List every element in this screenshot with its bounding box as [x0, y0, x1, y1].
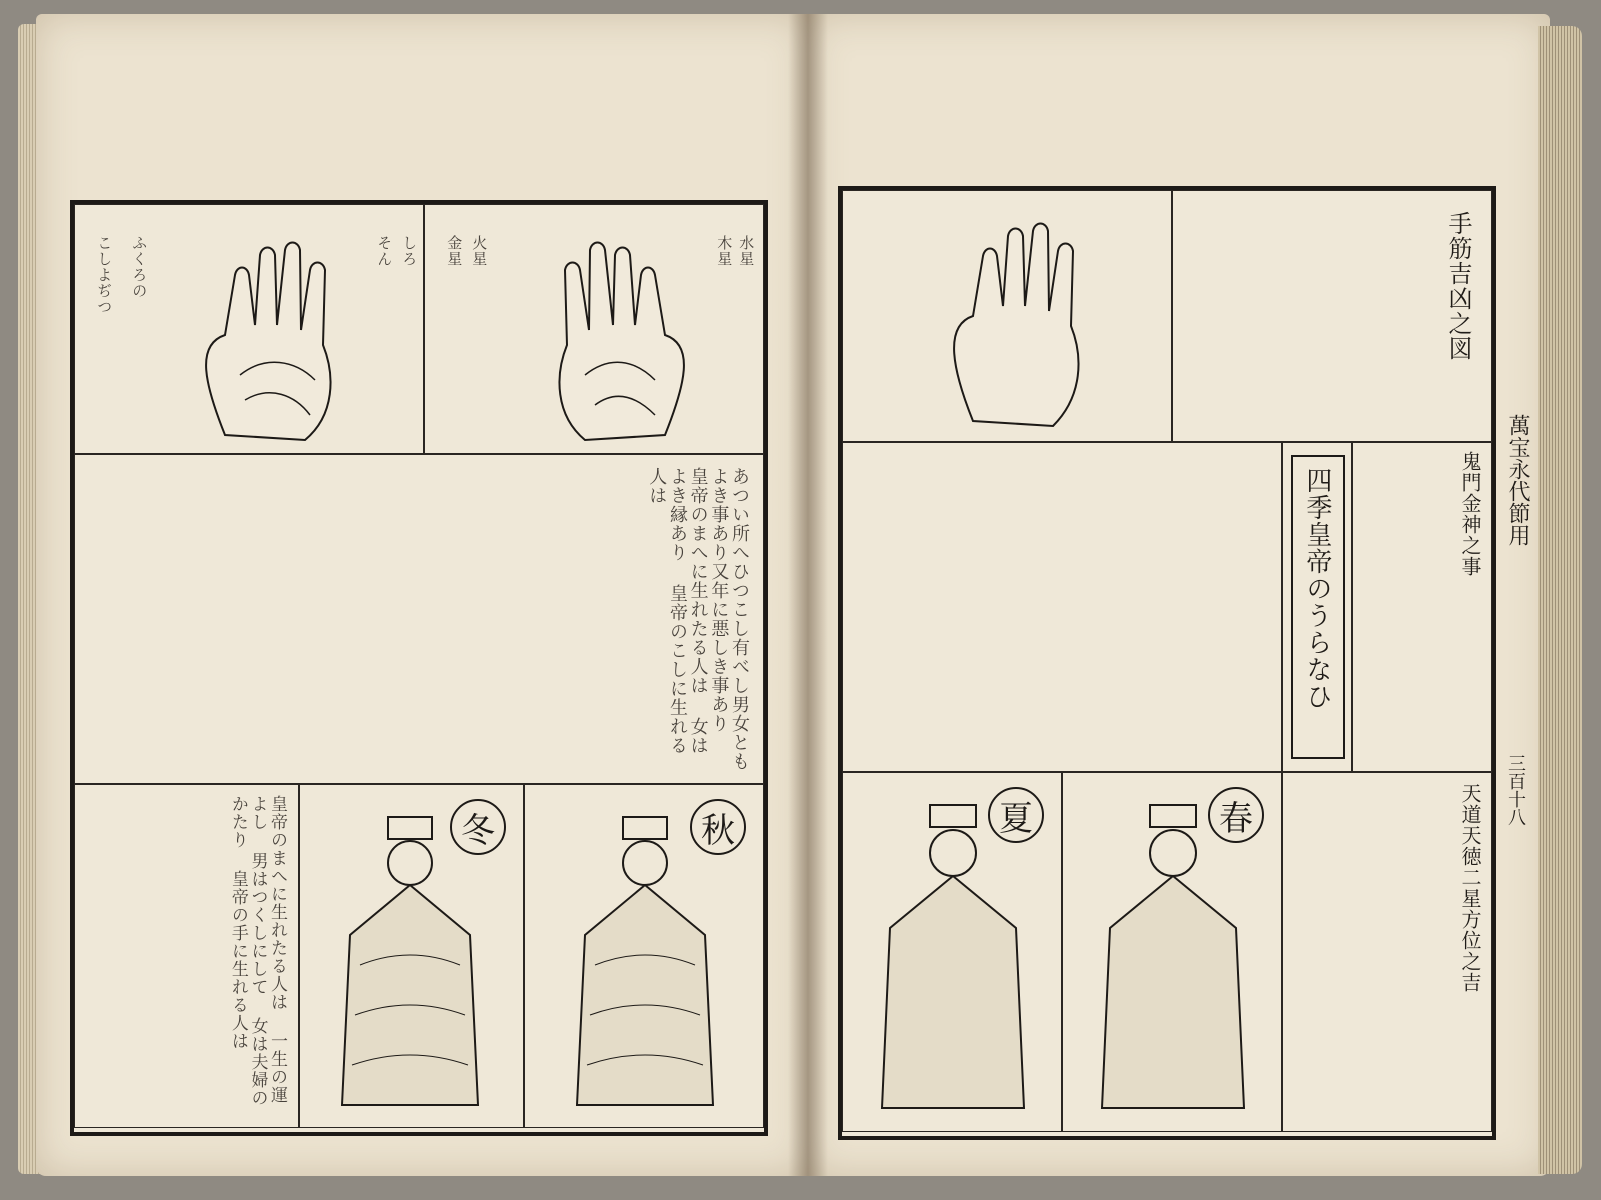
left-page-frame [70, 200, 768, 1136]
palm-illustration [185, 235, 375, 445]
section-title: 四季皇帝のうらなひ [1301, 467, 1332, 710]
summer-emperor-cell [842, 772, 1062, 1132]
emperor-figure-summer [868, 803, 1038, 1123]
month-table-2-title: 天道天徳二星方位之吉 [1458, 783, 1482, 993]
month-table-1-cell [1352, 442, 1492, 772]
palm-note-1: こしよぢつ [95, 235, 114, 315]
autumn-badge: 秋 [690, 799, 746, 855]
book-gutter [788, 14, 828, 1176]
section-title-cell [1282, 442, 1352, 772]
page-stack-right [1538, 26, 1582, 1174]
palm-note-7: 木星 [715, 235, 734, 267]
right-page-frame [838, 186, 1496, 1140]
page-number: 三百十八 [1505, 754, 1526, 826]
palm-diagram-right-cell [424, 204, 764, 454]
spring-badge: 春 [1208, 787, 1264, 843]
emperor-figure-autumn [565, 815, 725, 1120]
fortune-text: あつい所へひつこし有べし男女とも よき事あり又年に悪しき事あり 皇帝のまへに生れたる人は 女はよき縁あり 皇帝のこしに生れる人は [646, 467, 750, 771]
palm-note-4: しろ [400, 235, 419, 267]
spring-emperor-cell [1062, 772, 1282, 1132]
winter-emperor-cell [299, 784, 524, 1128]
palm-note-5: 金星 [445, 235, 464, 267]
palm-diagram-cell-right [842, 190, 1172, 442]
month-table-2-cell [1282, 772, 1492, 1132]
fortune-text-2: 皇帝のまへに生れたる人は 一生の運よし 男はつくしにして 女は夫婦のかたり 皇帝の手に生れる人は [227, 795, 287, 1107]
emperor-figure-winter [330, 815, 490, 1120]
autumn-emperor-cell [524, 784, 764, 1128]
summer-badge: 夏 [988, 787, 1044, 843]
fortune-text-block [74, 454, 764, 784]
header-title: 鬼門金神之事 [1458, 451, 1482, 577]
palm-note-2: ふくろの [130, 235, 149, 299]
diagram-title-cell [1172, 190, 1492, 442]
running-head: 萬宝永代節用 [1505, 414, 1530, 546]
winter-badge: 冬 [450, 799, 506, 855]
palm-illustration [515, 235, 705, 445]
palm-note-6: 火星 [470, 235, 489, 267]
open-book [18, 14, 1588, 1194]
palm-note-3: そん [375, 235, 394, 267]
section-title-box [1291, 455, 1345, 759]
palm-diagram-left-cell [74, 204, 424, 454]
fortune-text-cell-bottom [74, 784, 299, 1128]
palm-note-8: 水星 [737, 235, 756, 267]
palm-illustration [933, 216, 1113, 431]
emperor-fortune-text-cell [842, 442, 1282, 772]
emperor-figure-spring [1088, 803, 1258, 1123]
diagram-title: 手筋吉凶之図 [1444, 211, 1472, 361]
